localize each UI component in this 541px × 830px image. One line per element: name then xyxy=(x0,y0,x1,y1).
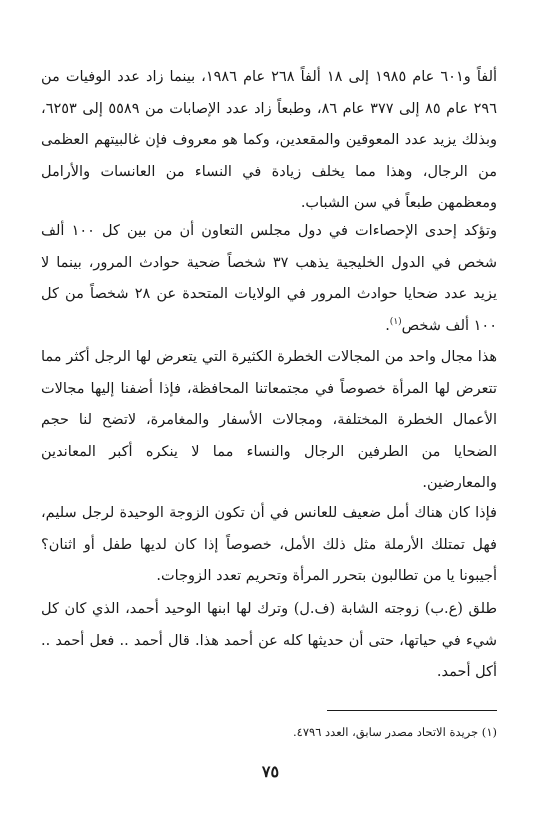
paragraph-gcc-statistics: وتؤكد إحدى الإحصاءات في دول مجلس التعاون أن من بين كل ١٠٠ ألف شخص في الدول الخليجية يذهب ٣٧ شخصاً ضحية حوادث المرور، بينما لا يزيد عدد ضحايا حوادث المرور في الولايات المتحدة عن ٢٨ شخصاً من كل ١٠٠ ألف شخص$^{(١)}$. xyxy=(41,223,497,334)
footnote-divider xyxy=(327,710,497,711)
paragraph-text: هذا مجال واحد من المجالات الخطرة الكثيرة التي يتعرض لها الرجل أكثر مما تتعرض لها المرأة خصوصاً في مجتمعاتنا المحافظة، فإذا أضفنا إليها مجالات الأعمال الخطرة المختلفة، ومجالات الأسفار والمغامرة، لاتضح لنا حجم الضحايا من الطرفين الرجال والنساء مما لا ينكره أكبر المعاندين والمعارضين. xyxy=(41,349,497,491)
paragraph-text: فإذا كان هناك أمل ضعيف للعانس في أن تكون الزوجة الوحيدة لرجل سليم، فهل تمتلك الأرملة مثل ذلك الأمل، خصوصاً إذا كان لديها طفل أو اثنان؟ أجيبونا يا من تطالبون بتحرر المرأة وتحريم تعدد الزوجات. xyxy=(41,505,497,584)
paragraph-widow-question xyxy=(41,498,497,593)
paragraph-text: ألفاً و٦٠١ عام ١٩٨٥ إلى ١٨ ألفاً ٢٦٨ عام ١٩٨٦، بينما زاد عدد الوفيات من ٢٩٦ عام ٨٥ إلى ٣٧٧ عام ٨٦، وطبعاً زاد عدد الإصابات من ٥٥٨٩ إلى ٦٢٥٣، وبذلك يزيد عدد المعوقين والمقعدين، وكما هو معروف فإن غالبيتهم العظمى من الرجال، وهذا مما يخلف زيادة في النساء من العانسات والأرامل ومعظمهن طبعاً في سن الشباب. xyxy=(41,69,498,211)
paragraph-text: طلق (ع.ب) زوجته الشابة (ف.ل) وترك لها ابنها الوحيد أحمد، الذي كان كل شيء في حياتها، حتى أن حديثها كله عن أحمد هذا. قال أحمد .. فعل أحمد .. أكل أحمد. xyxy=(41,601,497,680)
paragraph-dangerous-fields xyxy=(41,342,497,500)
paragraph-story xyxy=(41,594,497,689)
paragraph-traffic-statistics xyxy=(41,62,497,220)
page-number: ٧٥ xyxy=(261,762,280,781)
footnote-reference[interactable]: (١) xyxy=(389,316,402,327)
footnote: (١) جريدة الاتحاد مصدر سابق، العدد ٤٧٩٦. xyxy=(293,725,497,739)
paragraph-text: وتؤكد إحدى الإحصاءات في دول مجلس التعاون أن من بين كل ١٠٠ ألف شخص في الدول الخليجية يذهب ٣٧ شخصاً ضحية حوادث المرور، بينما لا يزيد عدد ضحايا حوادث المرور في الولايات المتحدة عن ٢٨ شخصاً من كل ١٠٠ ألف شخص xyxy=(41,223,497,334)
